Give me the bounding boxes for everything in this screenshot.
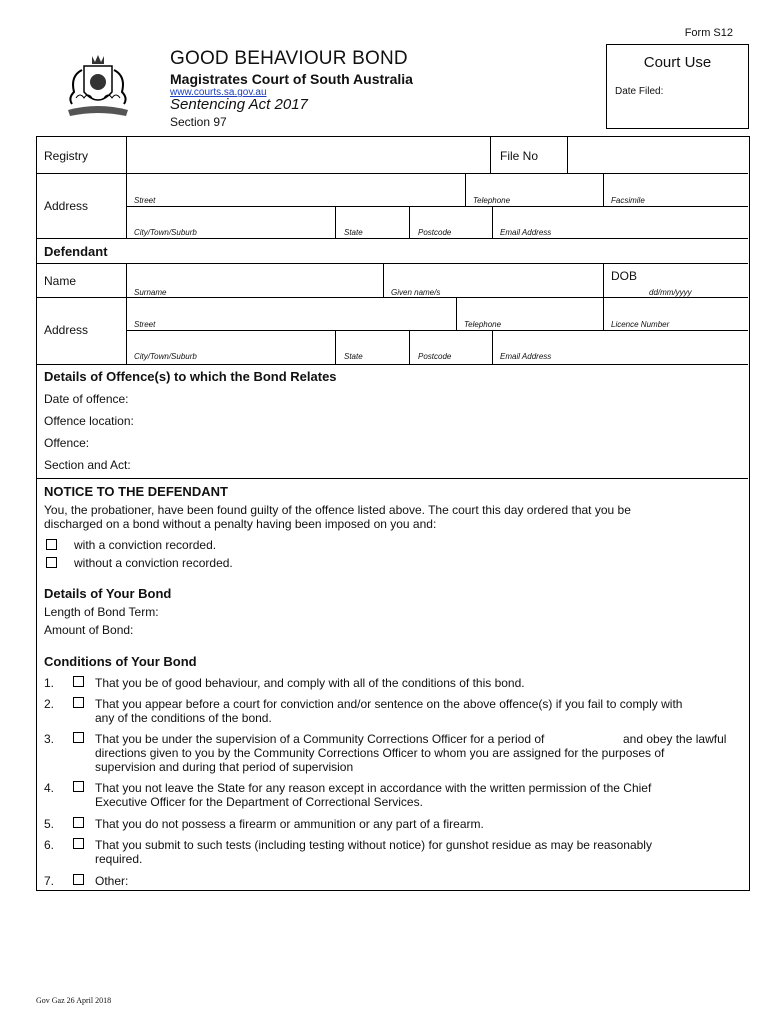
condition-3-line-3: supervision and during that period of supervision: [95, 760, 354, 774]
condition-3-line-1a: That you be under the supervision of a Community Corrections Officer for a period of: [95, 732, 545, 746]
registry-street-label: Street: [134, 196, 156, 205]
condition-7-checkbox[interactable]: [73, 874, 84, 885]
dob-format-label: dd/mm/yyyy: [649, 288, 692, 297]
surname-label: Surname: [134, 288, 167, 297]
defendant-heading: Defendant: [44, 244, 108, 259]
defendant-telephone-label: Telephone: [464, 320, 502, 329]
condition-6-number: 6.: [44, 838, 55, 852]
condition-4-line-2: Executive Officer for the Department of Correctional Services.: [95, 795, 423, 809]
with-conviction-label: with a conviction recorded.: [74, 538, 217, 552]
condition-7-text: Other:: [95, 874, 129, 888]
defendant-street-label: Street: [134, 320, 156, 329]
registry-address-label: Address: [44, 199, 89, 213]
footer-gazette: Gov Gaz 26 April 2018: [36, 996, 112, 1005]
dob-label: DOB: [611, 269, 638, 283]
name-label: Name: [44, 274, 77, 288]
defendant-postcode-label: Postcode: [418, 352, 452, 361]
condition-2-line-1: That you appear before a court for conviction and/or sentence on the above offence(s) if you fail to comply with: [95, 697, 683, 711]
defendant-city-label: City/Town/Suburb: [134, 352, 197, 361]
form-body: [36, 136, 750, 891]
court-use-box: [606, 44, 749, 129]
with-conviction-checkbox[interactable]: [46, 539, 57, 550]
coat-of-arms-logo: [62, 52, 134, 122]
court-use-title: Court Use: [643, 54, 712, 71]
condition-3-checkbox[interactable]: [73, 732, 84, 743]
registry-state-label: State: [344, 228, 363, 237]
condition-4-number: 4.: [44, 781, 55, 795]
defendant-state-label: State: [344, 352, 363, 361]
registry-telephone-label: Telephone: [473, 196, 511, 205]
registry-city-label: City/Town/Suburb: [134, 228, 197, 237]
without-conviction-checkbox[interactable]: [46, 557, 57, 568]
condition-2-checkbox[interactable]: [73, 697, 84, 708]
condition-4-line-1: That you not leave the State for any reason except in accordance with the written permission of the Chief: [95, 781, 652, 795]
file-no-label: File No: [500, 149, 539, 163]
bond-length-label: Length of Bond Term:: [44, 605, 159, 619]
condition-1-text: That you be of good behaviour, and comply with all of the conditions of this bond.: [95, 676, 525, 690]
condition-3-number: 3.: [44, 732, 55, 746]
registry-postcode-label: Postcode: [418, 228, 452, 237]
condition-4-checkbox[interactable]: [73, 781, 84, 792]
form-id: Form S12: [684, 27, 733, 39]
condition-7-number: 7.: [44, 874, 55, 888]
defendant-email-label: Email Address: [500, 352, 552, 361]
condition-6-checkbox[interactable]: [73, 838, 84, 849]
condition-6-line-1: That you submit to such tests (including testing without notice) for gunshot residue as may be reasonably: [95, 838, 652, 852]
act-section: Section 97: [170, 115, 227, 129]
conditions-heading: Conditions of Your Bond: [44, 654, 197, 669]
condition-5-checkbox[interactable]: [73, 817, 84, 828]
given-names-label: Given name/s: [391, 288, 441, 297]
registry-facsimile-label: Facsimile: [611, 196, 645, 205]
condition-3-line-2: directions given to you by the Community Corrections Officer to whom you are assigned for the purposes of: [95, 746, 665, 760]
licence-number-label: Licence Number: [611, 320, 670, 329]
court-website-link[interactable]: www.courts.sa.gov.au: [170, 87, 267, 98]
condition-5-text: That you do not possess a firearm or ammunition or any part of a firearm.: [95, 817, 484, 831]
condition-3-line-1b: and obey the lawful: [623, 732, 727, 746]
act-name: Sentencing Act 2017: [170, 96, 308, 113]
form-title: GOOD BEHAVIOUR BOND: [170, 48, 408, 69]
notice-line-2: discharged on a bond without a penalty having been imposed on you and:: [44, 517, 437, 531]
condition-6-line-2: required.: [95, 852, 143, 866]
defendant-address-label: Address: [44, 323, 89, 337]
bond-heading: Details of Your Bond: [44, 586, 172, 601]
without-conviction-label: without a conviction recorded.: [74, 556, 233, 570]
condition-2-number: 2.: [44, 697, 55, 711]
notice-line-1: You, the probationer, have been found guilty of the offence listed above. The court this day ordered that you be: [44, 503, 631, 517]
date-filed-label: Date Filed:: [615, 86, 664, 97]
condition-1-number: 1.: [44, 676, 55, 690]
registry-email-label: Email Address: [500, 228, 552, 237]
bond-amount-label: Amount of Bond:: [44, 623, 134, 637]
registry-field[interactable]: [127, 137, 490, 173]
notice-heading: NOTICE TO THE DEFENDANT: [44, 484, 228, 499]
offence-heading: Details of Offence(s) to which the Bond Relates: [44, 369, 337, 384]
registry-label: Registry: [44, 149, 89, 163]
court-name: Magistrates Court of South Australia: [170, 71, 413, 87]
offence-location-label: Offence location:: [44, 414, 134, 428]
condition-1-checkbox[interactable]: [73, 676, 84, 687]
date-of-offence-label: Date of offence:: [44, 392, 129, 406]
offence-label: Offence:: [44, 436, 90, 450]
condition-2-line-2: any of the conditions of the bond.: [95, 711, 272, 725]
section-and-act-label: Section and Act:: [44, 458, 131, 472]
condition-5-number: 5.: [44, 817, 55, 831]
file-no-field[interactable]: [568, 137, 748, 173]
